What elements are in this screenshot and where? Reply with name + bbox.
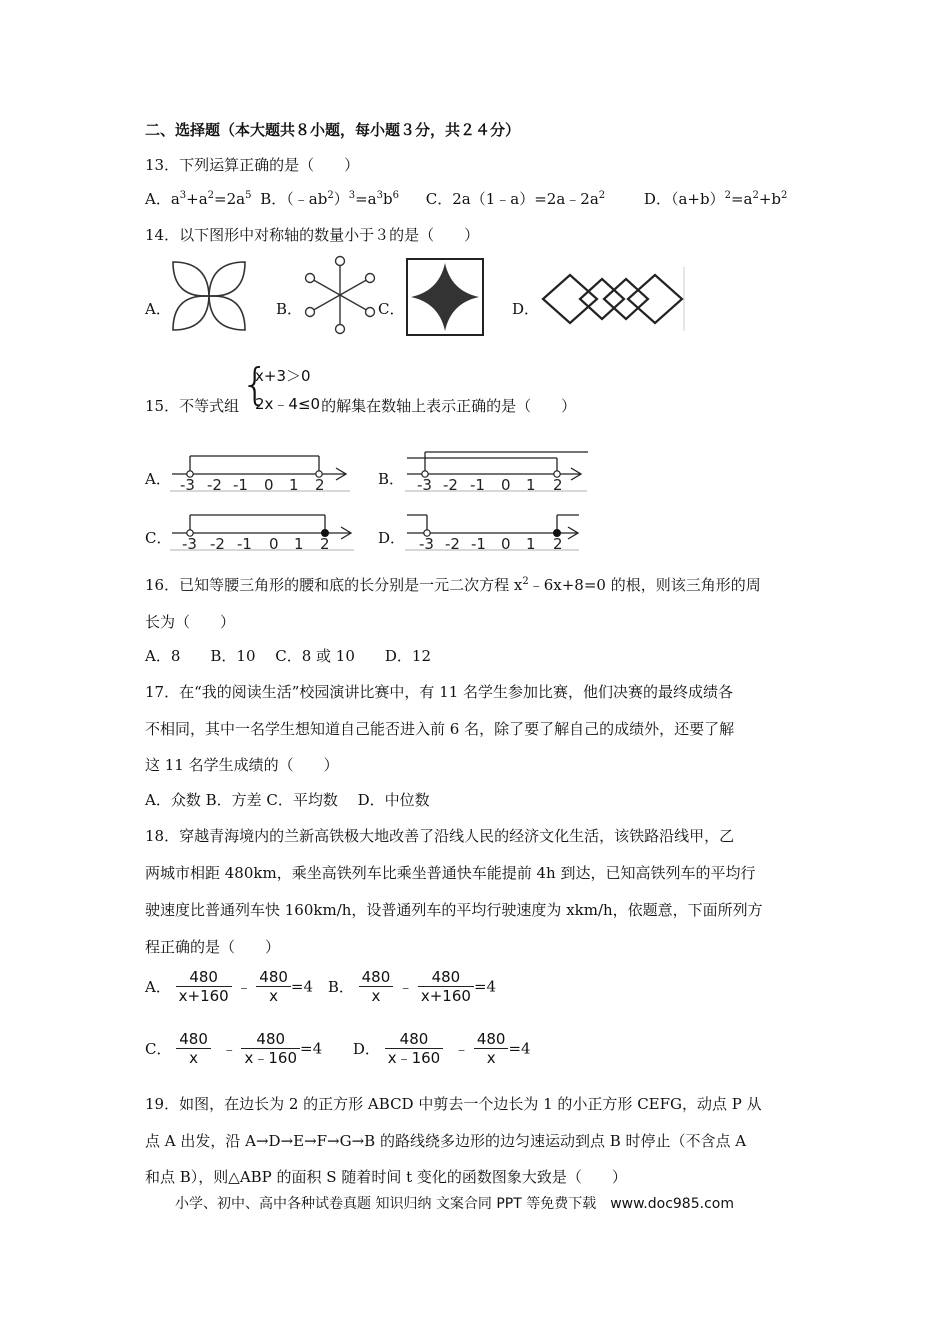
q14-figure-four-petal-flower: [168, 258, 250, 334]
q14-label-a: A．: [145, 300, 171, 318]
tick-label: 0: [269, 535, 279, 553]
tick-label: 1: [289, 476, 299, 494]
q13-options: [145, 189, 787, 209]
q15-inequality-system: [241, 359, 321, 414]
q15-number-line-d: [405, 507, 581, 553]
q14-label-b: B．: [276, 300, 303, 318]
q15-inequality-2: 2x﹣4≤0: [255, 395, 321, 413]
tick-label: 0: [264, 476, 274, 494]
q19-line-2: 点 A 出发，沿 A→D→E→F→G→B 的路线绕多边形的边匀速运动到点 B 时停止（不含点 A: [145, 1132, 747, 1150]
q14-figure-six-arm-star: [300, 255, 380, 335]
q15-label-a: A．: [145, 470, 171, 488]
q18-line-4: 程正确的是（ ）: [145, 938, 281, 956]
q15-number-line-c: [170, 507, 356, 553]
q15-label-c: C．: [145, 529, 172, 547]
q14-figure-interlocked-diamonds: [538, 265, 686, 333]
q13-option-c: C．$2a(1﹣a)=2a﹣2a^2$: [425, 190, 606, 208]
tick-label: 2: [553, 476, 563, 494]
q13-option-d: D．$(a+b)^2=a^2+b^2$: [643, 190, 788, 208]
q15-brace: {: [241, 359, 269, 410]
tick-label: 0: [501, 535, 511, 553]
q17-options: A．众数 B．方差 C．平均数 D．中位数: [145, 791, 430, 809]
q17-line-3: 这 11 名学生成绩的（ ）: [145, 756, 339, 774]
q16-options: A．8 B．10 C．8 或 10 D．12: [145, 647, 432, 665]
q18-line-2: 两城市相距 480km，乘坐高铁列车比乘坐普通快车能提前 4h 到达，已知高铁列车的平均行: [145, 864, 756, 882]
tick-label: -1: [237, 535, 252, 553]
tick-label: -1: [471, 535, 486, 553]
q14-label-d: D．: [512, 300, 540, 318]
q18-line-1: 18．穿越青海境内的兰新高铁极大地改善了沿线人民的经济文化生活，该铁路沿线甲，乙: [145, 827, 735, 845]
tick-label: -1: [470, 476, 485, 494]
q17-line-1: 17．在“我的阅读生活”校园演讲比赛中，有 11 名学生参加比赛，他们决赛的最终成绩各: [145, 683, 734, 701]
q16-line-2: 长为（ ）: [145, 613, 236, 631]
tick-label: 0: [501, 476, 511, 494]
section-title: 二、选择题（本大题共８小题，每小题３分，共２４分）: [145, 121, 521, 139]
tick-label: 1: [294, 535, 304, 553]
q18-option-a: A． $\frac{480}{x+160}$ ﹣ $\frac{480}{x}$ =4 B． $\frac{480}{x}$ ﹣ $\frac{480}{x+160}$ =4: [145, 968, 497, 1005]
tick-label: 2: [315, 476, 325, 494]
q15-number-line-b: [405, 448, 590, 494]
q17-line-2: 不相同，其中一名学生想知道自己能否进入前 6 名，除了要了解自己的成绩外，还要了解: [145, 720, 735, 738]
q14-stem: 14．以下图形中对称轴的数量小于３的是（ ）: [145, 226, 480, 244]
q16-line-1: 16．已知等腰三角形的腰和底的长分别是一元二次方程 $x^2﹣6x+8=0$ 的根，则该三角形的周: [145, 576, 761, 594]
tick-label: -2: [443, 476, 458, 494]
q15-number-line-a: [170, 448, 352, 494]
q19-line-3: 和点 B），则△ABP 的面积 S 随着时间 t 变化的函数图象大致是（ ）: [145, 1168, 627, 1186]
q13-option-a: A．$a^3+a^2=2a^5$: [145, 190, 252, 208]
q18-option-c: C． $\frac{480}{x}$ ﹣ $\frac{480}{x﹣160}$ =4 D． $\frac{480}{x﹣160}$ ﹣ $\frac{480}{x}$ =4: [145, 1030, 531, 1067]
tick-label: -1: [233, 476, 248, 494]
tick-label: 1: [526, 476, 536, 494]
q15-label-b: B．: [378, 470, 405, 488]
tick-label: -3: [417, 476, 432, 494]
q14-label-c: C．: [378, 300, 405, 318]
q15-label-d: D．: [378, 529, 406, 547]
q14-figure-four-point-star-in-square: [405, 257, 485, 337]
q15-inequality-1: x+3＞0: [255, 367, 311, 385]
tick-label: 2: [320, 535, 330, 553]
q18-line-3: 驶速度比普通列车快 160km/h，设普通列车的平均行驶速度为 xkm/h，依题意，下面所列方: [145, 901, 763, 919]
tick-label: -2: [445, 535, 460, 553]
footer-watermark-text: 小学、初中、高中各种试卷真题 知识归纳 文案合同 PPT 等免费下载 www.doc985.com: [175, 1196, 734, 1212]
q13-option-b: B．$(﹣ab^2)^3=a^3b^6$: [260, 190, 399, 208]
q15-stem: 15．不等式组 的解集在数轴上表示正确的是（ ）: [145, 397, 577, 415]
tick-label: -3: [419, 535, 434, 553]
tick-label: -3: [180, 476, 195, 494]
tick-label: -3: [182, 535, 197, 553]
tick-label: 1: [526, 535, 536, 553]
tick-label: 2: [553, 535, 563, 553]
tick-label: -2: [207, 476, 222, 494]
tick-label: -2: [210, 535, 225, 553]
q19-line-1: 19．如图，在边长为 2 的正方形 ABCD 中剪去一个边长为 1 的小正方形 CEFG，动点 P 从: [145, 1095, 762, 1113]
q13-stem: 13．下列运算正确的是（ ）: [145, 156, 360, 174]
